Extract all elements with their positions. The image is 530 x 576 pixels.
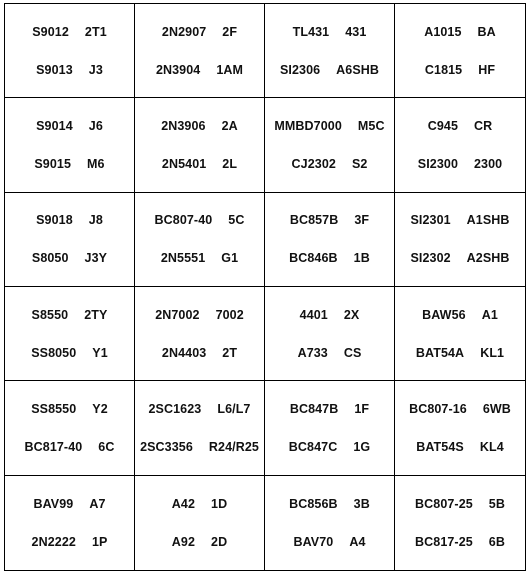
part-entry [399,156,521,172]
part-entry [399,307,521,323]
table-cell [395,381,525,475]
table-cell [5,4,135,98]
table-cell [135,98,265,192]
marking-code: A6SHB [336,62,380,77]
part-entry [269,401,390,417]
part-entry [9,118,130,134]
marking-code: 2D [211,534,228,549]
part-entry [139,118,260,134]
part-number: BC807-16 [409,401,467,416]
part-number: A733 [297,345,328,360]
part-entry [139,156,260,172]
part-entry [399,496,521,512]
part-number: SS8050 [31,345,77,360]
part-entry [9,307,130,323]
part-entry [399,24,521,40]
marking-code: HF [478,62,496,77]
part-entry [139,24,260,40]
part-number: SS8550 [31,401,77,416]
part-entry [399,439,521,455]
table-cell [395,4,525,98]
table-cell [135,4,265,98]
part-number: 2N7002 [155,307,200,322]
part-entry [139,534,260,550]
marking-code: 6C [98,439,115,454]
part-number: S8550 [31,307,69,322]
part-number: S9018 [36,213,73,228]
part-entry [139,345,260,361]
part-entry [269,439,390,455]
part-entry [139,212,260,228]
part-number: BAT54S [416,439,464,454]
marking-code: 3B [353,496,370,511]
part-number: 2N4403 [161,345,207,360]
part-number: BC846B [289,251,338,266]
marking-code: 431 [345,24,367,39]
table-cell [5,193,135,287]
marking-code: 2X [343,307,360,322]
marking-code: A7 [89,496,106,511]
part-entry [9,62,130,78]
marking-code: KL1 [480,345,505,360]
part-entry [139,62,260,78]
marking-code: L6/L7 [217,401,251,416]
marking-code: 6WB [482,401,511,416]
table-cell [395,476,525,570]
part-entry [139,439,260,455]
part-number: CJ2302 [291,156,336,171]
marking-code: M6 [87,156,105,171]
marking-code: J3Y [84,251,108,266]
part-entry [269,250,390,266]
marking-code: J3 [88,62,103,77]
part-number: S8050 [31,251,69,266]
marking-code: 5B [488,496,505,511]
marking-code: A1SHB [466,213,510,228]
table-cell [135,476,265,570]
marking-code: 2TY [84,307,108,322]
part-number: A1015 [424,24,462,39]
part-number: S9014 [36,118,73,133]
part-number: BAV70 [293,534,334,549]
part-entry [399,118,521,134]
part-number: 2N5551 [160,251,206,266]
part-entry [269,24,390,40]
part-number: 2N2907 [161,24,207,39]
marking-code: 1G [353,439,371,454]
part-entry [9,250,130,266]
part-number: BC807-40 [154,213,213,228]
part-entry [399,212,521,228]
part-entry [139,250,260,266]
marking-code: R24/R25 [208,439,259,454]
part-number: SI2306 [279,62,321,77]
marking-code: 2A [221,118,238,133]
table-cell [5,381,135,475]
table-cell [395,193,525,287]
part-number: A42 [171,496,196,511]
marking-code: Y1 [92,345,108,360]
part-number: SI2301 [410,213,451,228]
part-number: TL431 [292,24,330,39]
table-cell [135,287,265,381]
marking-code: 2L [222,156,238,171]
part-entry [269,156,390,172]
marking-code: J6 [88,118,103,133]
part-number: C1815 [424,62,463,77]
marking-code: 2300 [474,156,503,171]
part-entry [399,345,521,361]
part-number: S9012 [32,24,69,39]
part-entry [269,496,390,512]
part-entry [9,439,130,455]
marking-code: 1D [211,496,228,511]
part-number: BC807-25 [415,496,473,511]
part-entry [269,118,390,134]
part-number: 2SC1623 [148,401,202,416]
part-number: BAT54A [415,345,465,360]
part-entry [269,212,390,228]
marking-code: 6B [488,534,505,549]
marking-code: 1F [354,401,370,416]
part-number: 2SC3356 [140,439,193,454]
table-cell [265,476,395,570]
part-number: 2N3904 [155,62,201,77]
part-entry [139,307,260,323]
part-number: 2N2222 [31,534,76,549]
table-cell [5,98,135,192]
part-number: SI2302 [410,251,451,266]
marking-code: J8 [88,213,103,228]
table-cell [395,287,525,381]
part-number: S9015 [34,156,72,171]
part-number: 4401 [299,307,328,322]
part-number: 2N3906 [161,118,206,133]
marking-code: 5C [228,213,245,228]
part-entry [9,212,130,228]
part-entry [269,534,390,550]
part-number: 2N5401 [161,156,207,171]
part-number: A92 [171,534,196,549]
marking-code: 2T1 [84,24,107,39]
part-number: BC847B [289,401,339,416]
marking-code: 2F [222,24,238,39]
part-entry [399,401,521,417]
part-number: C945 [427,118,459,133]
table-cell [265,193,395,287]
marking-code: S2 [351,156,368,171]
part-number: BC847C [288,439,338,454]
part-entry [9,24,130,40]
marking-code: BA [477,24,496,39]
marking-code: A1 [481,307,498,322]
table-cell [5,287,135,381]
part-entry [9,496,130,512]
part-entry [139,496,260,512]
part-entry [9,345,130,361]
part-entry [139,401,260,417]
part-entry [9,156,130,172]
part-number: BC857B [289,213,339,228]
marking-code: G1 [221,251,239,266]
table-cell [265,98,395,192]
marking-code: 1B [353,251,370,266]
marking-code: Y2 [92,401,108,416]
marking-code: A2SHB [466,251,510,266]
part-number: BAW56 [422,307,466,322]
table-cell [265,287,395,381]
table-cell [5,476,135,570]
part-entry [269,345,390,361]
table-cell [135,381,265,475]
part-number: MMBD7000 [274,118,342,133]
marking-code: KL4 [479,439,504,454]
marking-code: CS [343,345,362,360]
marking-code: 3F [354,213,370,228]
part-entry [269,62,390,78]
part-entry [399,250,521,266]
marking-code: M5C [357,118,385,133]
part-number: BAV99 [33,496,74,511]
marking-code: 1AM [216,62,244,77]
part-entry [399,534,521,550]
marking-code: 7002 [215,307,244,322]
part-number: SI2300 [417,156,458,171]
part-entry [9,401,130,417]
part-entry [9,534,130,550]
part-number: S9013 [36,62,73,77]
marking-code: 1P [91,534,108,549]
part-number: BC856B [289,496,338,511]
table-cell [395,98,525,192]
marking-code: A4 [349,534,366,549]
part-number: BC817-25 [415,534,473,549]
table-cell [265,381,395,475]
part-entry [269,307,390,323]
part-entry [399,62,521,78]
marking-code: CR [474,118,493,133]
table-cell [135,193,265,287]
table-cell [265,4,395,98]
marking-code: 2T [222,345,238,360]
part-number: BC817-40 [24,439,83,454]
marking-code-table [4,3,526,571]
